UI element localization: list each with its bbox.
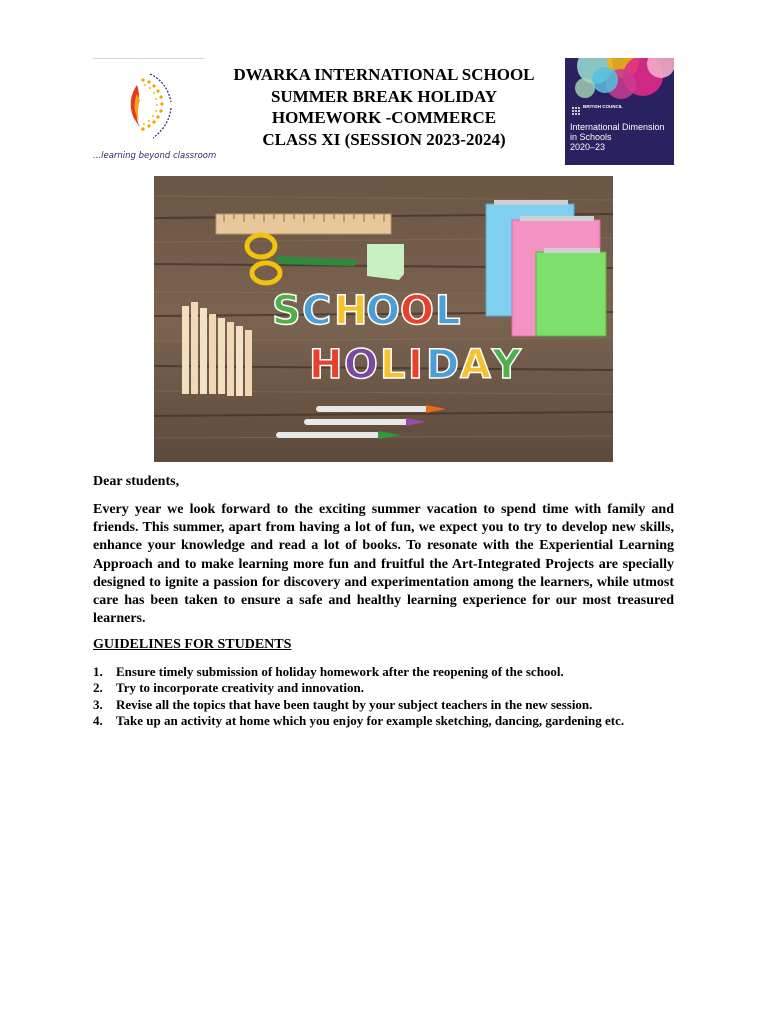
guidelines-heading: GUIDELINES FOR STUDENTS (93, 637, 292, 652)
guideline-item (93, 680, 693, 696)
hero-letter-o2: O (400, 288, 435, 334)
guideline-text: Take up an activity at home which you enjoy for example sketching, dancing, gardening etc. (116, 712, 625, 728)
guideline-text: Revise all the topics that have been taught by your subject teachers in the new session. (116, 696, 593, 712)
hero-letter-c: C (302, 288, 332, 334)
hero-letter-y: Y (492, 342, 521, 388)
school-emblem-icon (93, 58, 205, 153)
title-line-homework: HOMEWORK -COMMERCE (271, 108, 497, 127)
hero-letter-o1: O (366, 288, 401, 334)
guideline-item (93, 713, 693, 729)
ids-title-text: International Dimension in Schools (570, 122, 665, 142)
ids-years: 2020–23 (570, 142, 606, 152)
title-line-school-name: DWARKA INTERNATIONAL SCHOOL (233, 65, 535, 84)
ids-title (570, 122, 672, 152)
hero-letter-i: I (408, 342, 423, 388)
guideline-number: 3. (93, 696, 103, 712)
greeting: Dear students, (93, 474, 180, 489)
hero-letter-a: A (460, 342, 491, 388)
logo-top-rule (93, 58, 205, 59)
hero-letter-h2: H (309, 342, 343, 388)
intro-paragraph: Every year we look forward to the exciting summer vacation to spend time with family and friends. This summer, apart from having a lot of fun, we expect you to try to develop new skills, enhance your knowledge and read a lot of books. To resonate with the Experiential Learning Approach and to make learning more fun and fruitful the Art-Integrated Projects are specially designed to ignite a passion for discovery and experimentation among the learners, while utmost care has been taken to ensure a safe and healthy learning experience for our most treasured learners. (93, 502, 674, 627)
hero-letter-d: D (426, 342, 460, 388)
title-line-break: SUMMER BREAK HOLIDAY (270, 86, 498, 106)
guideline-number: 4. (93, 712, 103, 728)
guideline-number: 2. (93, 680, 103, 696)
hero-letter-l: L (435, 288, 461, 334)
title-line-class: CLASS XI (SESSION 2023-2024) (262, 129, 506, 149)
school-holiday-illustration (154, 176, 613, 462)
guideline-item (93, 664, 693, 680)
british-council-wordmark (583, 104, 623, 109)
school-logo (93, 58, 217, 166)
guideline-number: 1. (93, 664, 103, 679)
hero-letter-o3: O (344, 342, 379, 388)
guideline-text: Ensure timely submission of holiday homework after the reopening of the school. (116, 664, 564, 679)
school-tagline: ...learning beyond classroom (93, 151, 217, 161)
org-name: BRITISH COUNCIL (583, 104, 623, 109)
guideline-text: Try to incorporate creativity and innovation. (116, 680, 364, 696)
hero-letter-s: S (272, 288, 301, 334)
guidelines-list (93, 664, 693, 729)
hero-letter-h: H (334, 288, 368, 334)
guideline-item (93, 697, 693, 713)
page-title (215, 64, 553, 150)
hero-letter-l2: L (380, 342, 406, 388)
school-holiday-image (154, 176, 613, 462)
international-dimension-logo (565, 58, 674, 165)
